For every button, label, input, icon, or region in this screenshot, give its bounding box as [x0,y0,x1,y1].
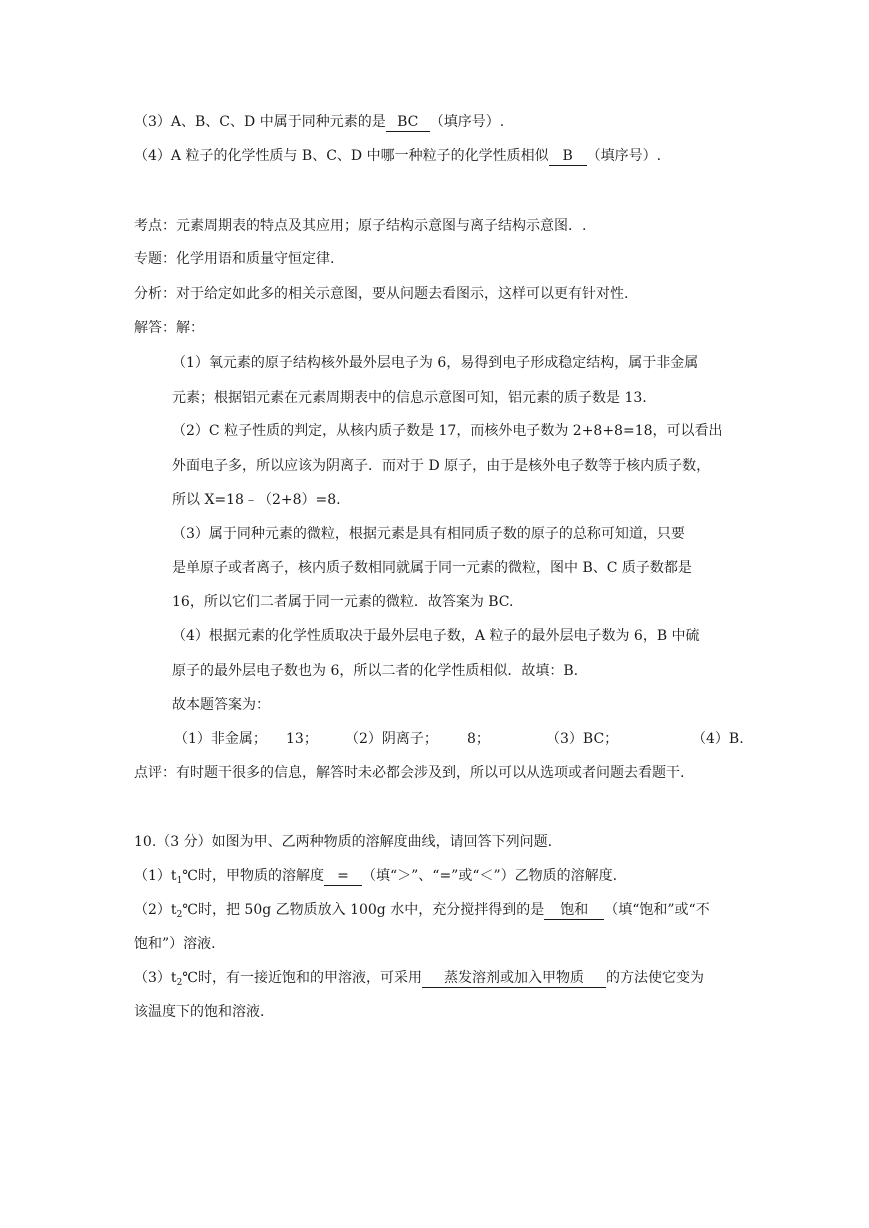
q10-part3-suffix: 的方法使它变为 [605,970,704,986]
answer-summary-2: 13； [286,731,318,747]
q10-part2-suffix: （填“饱和”或“不 [604,902,710,918]
fenxi-line: 分析：对于给定如此多的相关示意图，要从问题去看图示，这样可以更有针对性. [134,286,629,302]
q9-part4 [134,146,661,166]
answer-summary-4: 8； [467,731,490,747]
answer-summary-6: （4）B. [692,731,744,747]
q10-part2-sub: 2 [176,910,183,920]
q10-stem: 10.（3 分）如图为甲、乙两种物质的溶解度曲线，请回答下列问题. [134,834,553,850]
jieda-line: 解答：解： [134,320,204,336]
q10-part3: $(3)t_2℃$时，有一接近饱和的甲溶液，可采用 蒸发溶剂或加入甲物质 的方法使它变为 [134,970,704,988]
solution-line: 元素；根据铝元素在元素周期表中的信息示意图可知，铝元素的质子数是 13. [172,390,647,406]
solution-line: 外面电子多，所以应该为阴离子．而对于 D 原子，由于是核外电子数等于核内质子数， [172,458,711,474]
solution-line: 原子的最外层电子数也为 6，所以二者的化学性质相似．故填：B. [172,663,579,679]
q10-part1-sub: 1 [176,876,183,886]
zhuanti-line: 专题：化学用语和质量守恒定律. [134,251,335,267]
q10-part3-mid: ℃时，有一接近饱和的甲溶液，可采用 [182,970,422,986]
solution-line: （2）C 粒子性质的判定，从核内质子数是 17，而核外电子数为 2+8+8=18，可以看出 [172,423,723,439]
q10-part3-answer: 蒸发溶剂或加入甲物质 [422,969,606,988]
dianping-line: 点评：有时题干很多的信息，解答时未必都会涉及到，所以可以从选项或者问题去看题干. [134,765,685,781]
q10-part1: $(1)t_1℃$时，甲物质的溶解度 = （填“＞”、“=”或“＜”）乙物质的溶解度. [134,868,618,886]
q9-part3-suffix: （填序号）. [429,114,505,130]
solution-line: （3）属于同种元素的微粒，根据元素是具有相同质子数的原子的总称可知道，只要 [172,526,685,542]
answer-summary-3: （2）阴离子； [345,731,438,747]
q9-part4-answer: B [549,147,587,166]
q10-part1-mid: ℃时，甲物质的溶解度 [182,868,324,884]
kaodian-line: 考点：元素周期表的特点及其应用；原子结构示意图与离子结构示意图．. [134,218,587,234]
q10-part3-cont: 该温度下的饱和溶液. [134,1004,265,1020]
answer-summary-5: （3）BC； [546,731,619,747]
q9-part3-answer: BC [386,113,430,132]
solution-line: （4）根据元素的化学性质取决于最外层电子数，A 粒子的最外层电子数为 6，B 中硫 [172,628,700,644]
answer-summary-1: （1）非金属； [174,731,267,747]
q10-part3-sub: 2 [176,978,183,988]
q10-part2-mid: ℃时，把 50g 乙物质放入 100g 水中，充分搅拌得到的是 [182,902,545,918]
q9-part4-suffix: （填序号）. [586,148,662,164]
q10-part2: $(2)t_2℃$时，把 50g 乙物质放入 100g 水中，充分搅拌得到的是 饱和 （填“饱和”或“不 [134,902,710,920]
q10-part2-cont: 饱和”）溶液. [134,936,216,952]
q10-part2-t: t [170,902,177,918]
q9-part3-prefix: （3）A、B、C、D 中属于同种元素的是 [134,114,386,130]
q10-part2-answer: 饱和 [544,901,604,920]
q10-part1-answer: = [324,867,362,886]
q10-part1-t: t [170,868,177,884]
q10-part1-suffix: （填“＞”、“=”或“＜”）乙物质的溶解度. [361,868,618,884]
q9-part4-prefix: （4）A 粒子的化学性质与 B、C、D 中哪一种粒子的化学性质相似 [134,148,549,164]
solution-line: 所以 X=18﹣（2+8）=8. [172,492,341,508]
solution-line: 16，所以它们二者属于同一元素的微粒．故答案为 BC. [172,594,514,610]
solution-line: 是单原子或者离子，核内质子数相同就属于同一元素的微粒，图中 B、C 质子数都是 [172,560,692,576]
solution-line: （1）氧元素的原子结构核外最外层电子为 6，易得到电子形成稳定结构，属于非金属 [172,355,699,371]
q9-part3 [134,112,504,132]
solution-line: 故本题答案为： [172,697,270,713]
q10-part3-t: t [170,970,177,986]
